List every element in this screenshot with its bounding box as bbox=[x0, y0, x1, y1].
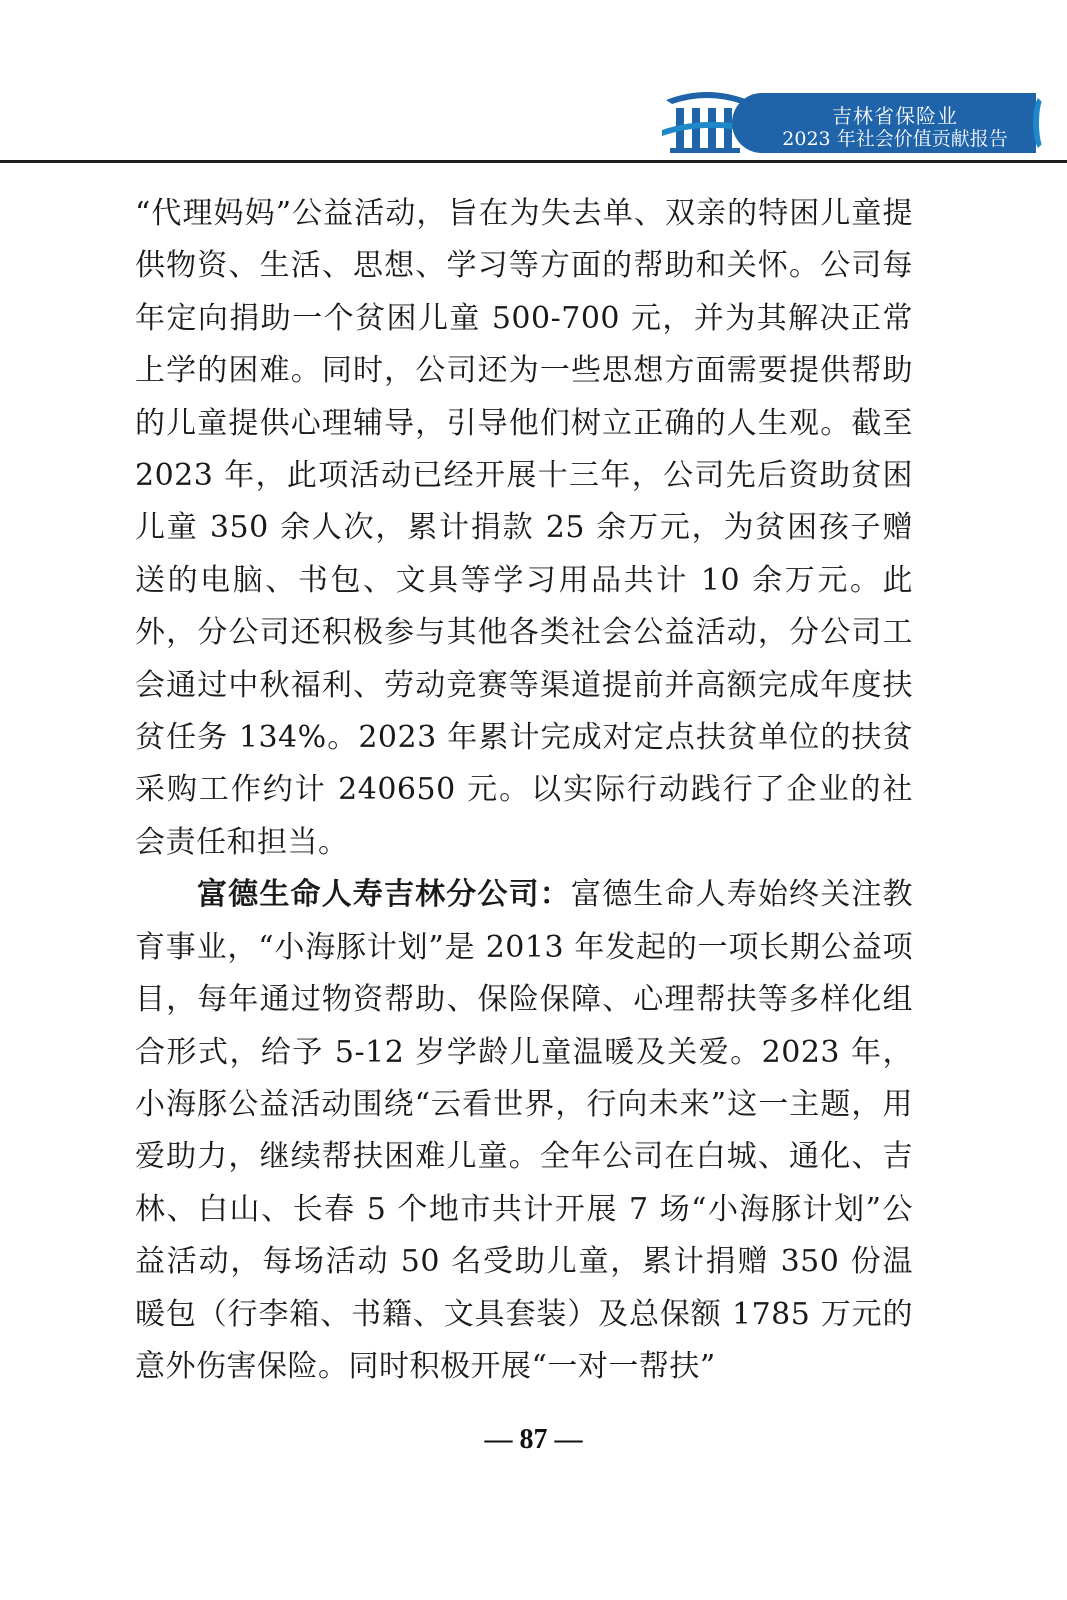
paragraph-1: “代理妈妈”公益活动，旨在为失去单、双亲的特困儿童提供物资、生活、思想、学习等方面的帮助和关怀。公司每年定向捐助一个贫困儿童 500-700 元，并为其解决正常上学的困难。同时，公司还为一些思想方面需要提供帮助的儿童提供心理辅导，引导他们树立正确的人生观。截至 2023 年，此项活动已经开展十三年，公司先后资助贫困儿童 350 余人次，累计捐款 25 余万元，为贫困孩子赠送的电脑、书包、文具等学习用品共计 10 余万元。此外，分公司还积极参与其他各类社会公益活动，分公司工会通过中秋福利、劳动竞赛等渠道提前并高额完成年度扶贫任务 134%。2023 年累计完成对定点扶贫单位的扶贫采购工作约计 240650 元。以实际行动践行了企业的社会责任和担当。 bbox=[135, 196, 913, 860]
page-number: — 87 — bbox=[484, 1424, 583, 1455]
page-header bbox=[0, 0, 1067, 170]
report-body bbox=[135, 188, 913, 1393]
report-title-line2: 2023 年社会价值贡献报告 bbox=[782, 128, 1008, 150]
report-title-line1: 吉林省保险业 bbox=[832, 104, 958, 128]
paragraph-2-lead: 富德生命人寿吉林分公司： bbox=[197, 877, 571, 913]
paragraph-2 bbox=[135, 869, 913, 1393]
header-divider bbox=[0, 160, 1067, 163]
banner-end-cap bbox=[1036, 93, 1067, 153]
paragraph-2-text: 富德生命人寿始终关注教育事业，“小海豚计划”是 2013 年发起的一项长期公益项目，每年通过物资帮助、保险保障、心理帮扶等多样化组合形式，给予 5-12 岁学龄儿童温暖及关爱。2023 年，小海豚公益活动围绕“云看世界，行向未来”这一主题，用爱助力，继续帮扶困难儿童。全年公司在白城、通化、吉林、白山、长春 5 个地市共计开展 7 场“小海豚计划”公益活动，每场活动 50 名受助儿童，累计捐赠 350 份温暖包（行李箱、书籍、文具套装）及总保额 1785 万元的意外伤害保险。同时积极开展“一对一帮扶” bbox=[135, 877, 914, 1384]
